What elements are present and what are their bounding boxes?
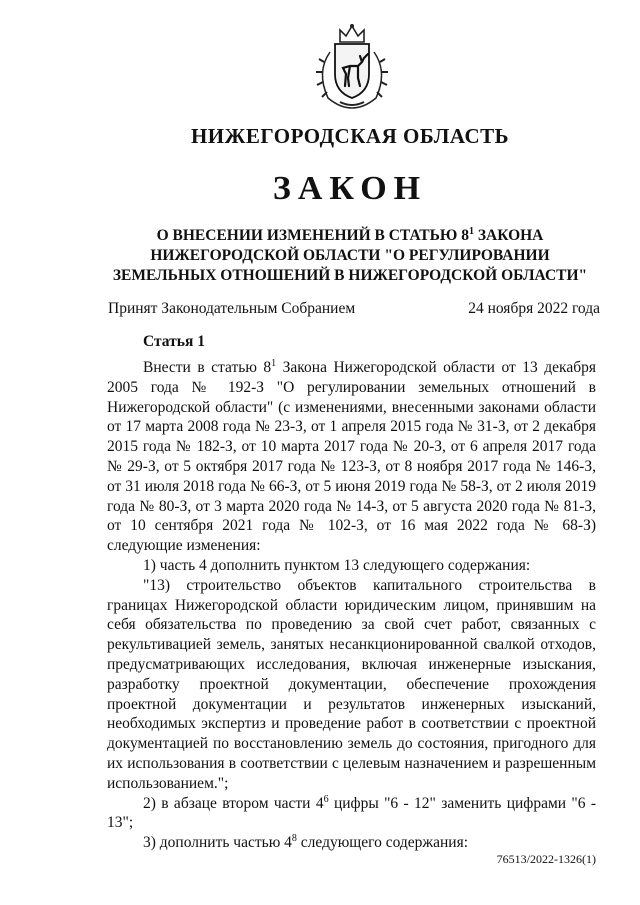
law-title [100,226,600,286]
article-body [107,358,596,853]
coat-of-arms-emblem [310,22,394,112]
paragraph-item-2: 2) в абзаце втором части $4^6$ цифры "6 - 12" заменить цифрами "6 - 13"; [107,793,597,832]
superscript: 1 [468,225,474,237]
superscript: 6 [323,793,329,805]
paragraph-item-1: 1) часть 4 дополнить пунктом 13 следующего содержания: [143,556,531,574]
law-title-line-1: О ВНЕСЕНИИ ИЗМЕНЕНИЙ В СТАТЬЮ $8^1$ ЗАКОНА [156,225,544,244]
paragraph-item-3: 3) дополнить частью $4^8$ следующего содержания: [143,832,469,852]
law-title-line-2: НИЖЕГОРОДСКОЙ ОБЛАСТИ "О РЕГУЛИРОВАНИИ [150,247,550,264]
adoption-date: 24 ноября 2022 года [468,300,600,317]
document-type-heading: ЗАКОН [272,170,428,207]
region-heading: НИЖЕГОРОДСКАЯ ОБЛАСТЬ [190,124,510,148]
document-number: 76513/2022-1326(1) [496,852,596,866]
adoption-text: Принят Законодательным Собранием [108,300,356,317]
law-title-line-3: ЗЕМЕЛЬНЫХ ОТНОШЕНИЙ В НИЖЕГОРОДСКОЙ ОБЛАСТИ" [112,267,588,284]
superscript: 8 [291,832,297,844]
superscript: 1 [271,357,277,369]
paragraph-item-13: "13) строительство объектов капитального строительства в границах Нижегородской области юридическим лицом, принявшим на себя обязательства по проведению за свой счет работ, связанных с рекультивацией земель, занятых несанкционированной свалкой отходов, предусматривающих исследования, включая инженерные изыскания, разработку проектной документации, обеспечение прохождения проектной документации и результатов инженерных изысканий, необходимых экспертиз и проведение работ в соответствии с проектной документацией по восстановлению земель до состояния, пригодного для их использования в соответствии с целевым назначением и разрешенным использованием."; [107,576,596,792]
paragraph-intro: Внести в статью $8^1$ Закона Нижегородской области от 13 декабря 2005 года № 192-З "О регулировании земельных отношений в Нижегородской области" (с изменениями, внесенными законами области от 17 марта 2008 года № 23-З, от 1 апреля 2015 года № 31-З, от 2 декабря 2015 года № 182-З, от 10 марта 2017 года № 20-З, от 6 апреля 2017 года № 29-З, от 5 октября 2017 года № 123-З, от 8 ноября 2017 года № 146-З, от 31 июля 2018 года № 66-З, от 5 июня 2019 года № 58-З, от 2 июля 2019 года № 80-З, от 3 марта 2020 года № 14-З, от 5 августа 2020 года № 81-З, от 10 сентября 2021 года № 102-З, от 16 мая 2022 года № 68-З) следующие изменения: [107,357,596,555]
article-title: Статья 1 [143,333,205,350]
